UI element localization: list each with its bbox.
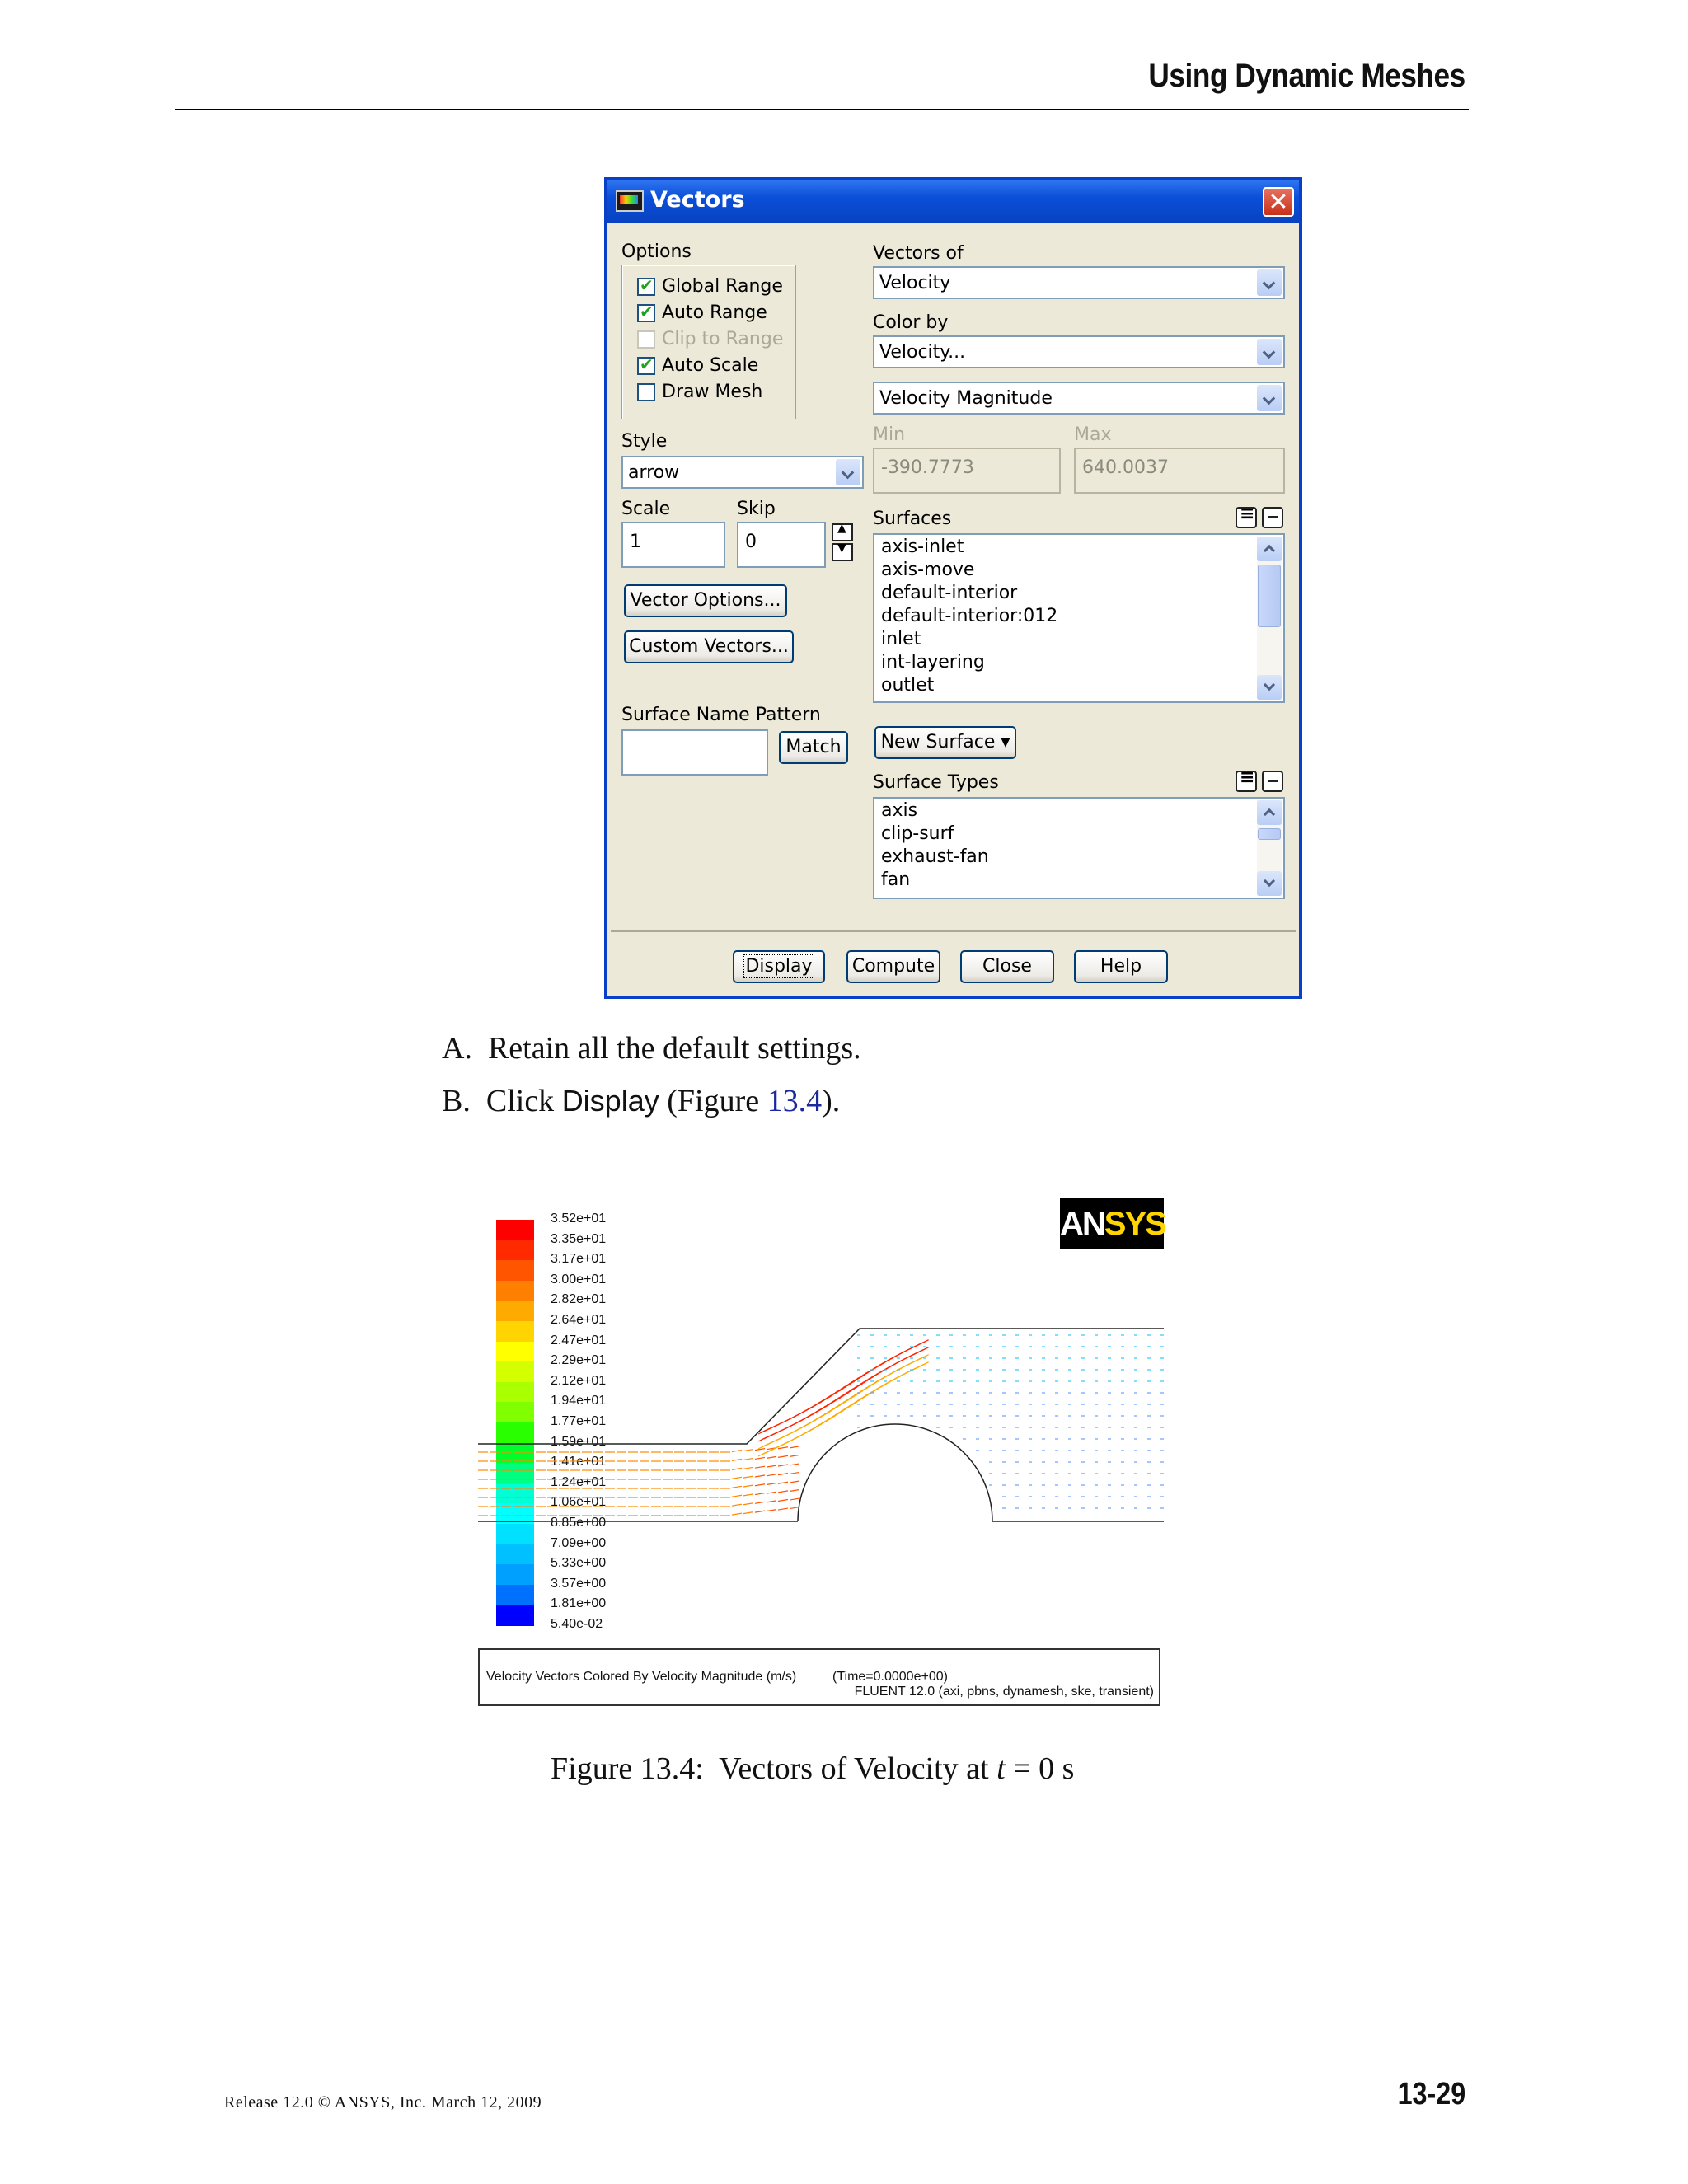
deselect-all-icon[interactable] (1262, 771, 1283, 792)
select-all-icon[interactable] (1236, 771, 1257, 792)
header-rule (175, 109, 1469, 110)
colorbar-tick-label: 1.24e+01 (551, 1474, 607, 1489)
skip-value: 0 (745, 532, 757, 552)
step-b-ui-term: Display (561, 1084, 659, 1118)
draw-mesh-checkbox[interactable] (637, 383, 655, 401)
min-input (873, 448, 1061, 494)
skip-label: Skip (737, 499, 776, 519)
domain-top-wall (478, 1329, 1164, 1444)
figure-caption-tail: = 0 s (1013, 1751, 1075, 1786)
chevron-down-icon[interactable] (1257, 339, 1282, 365)
step-b (442, 1083, 840, 1119)
surfaces-select-buttons (1236, 507, 1285, 530)
figure-caption-text: Vectors of Velocity at (719, 1751, 989, 1786)
surface-name-pattern-input[interactable] (621, 729, 768, 776)
colorbar-tick-label: 1.06e+01 (551, 1495, 607, 1510)
list-item[interactable]: clip-surf (881, 823, 954, 844)
footer-release: Release 12.0 © ANSYS, Inc. March 12, 2009 (224, 2093, 542, 2111)
custom-vectors-button[interactable] (624, 630, 794, 663)
colorbar-tick-label: 1.94e+01 (551, 1394, 607, 1408)
list-item[interactable]: int-layering (881, 652, 985, 673)
deselect-all-icon[interactable] (1262, 507, 1283, 528)
select-all-icon[interactable] (1236, 507, 1257, 528)
color-by-select[interactable] (873, 335, 1285, 368)
vectors-of-label: Vectors of (873, 243, 964, 264)
compute-button[interactable] (846, 950, 940, 983)
min-value: -390.7773 (881, 457, 974, 478)
colorbar-tick-label: 2.12e+01 (551, 1373, 607, 1388)
list-item[interactable]: axis-inlet (881, 537, 964, 557)
help-label: Help (1100, 956, 1142, 977)
clip-to-range-checkbox (637, 330, 655, 349)
colorbar-tick-label: 2.29e+01 (551, 1353, 607, 1368)
figure-caption (551, 1750, 1074, 1787)
close-window-button[interactable] (1263, 187, 1294, 217)
colorbar-tick-label: 1.41e+01 (551, 1455, 607, 1469)
close-icon: ✕ (1268, 188, 1289, 217)
stepper-up-icon[interactable] (832, 523, 853, 541)
scroll-thumb[interactable] (1258, 565, 1281, 627)
draw-mesh-label: Draw Mesh (662, 382, 763, 402)
skip-stepper[interactable] (832, 523, 853, 561)
surface-types-list (873, 797, 1285, 899)
max-input (1074, 448, 1285, 494)
surfaces-label: Surfaces (873, 509, 952, 529)
figure-reference-link[interactable]: 13.4 (767, 1084, 823, 1118)
plot-caption-time: (Time=0.0000e+00) (832, 1670, 948, 1684)
list-item[interactable]: fan (881, 869, 911, 890)
auto-range-label: Auto Range (662, 302, 767, 323)
colorbar-tick-label: 5.33e+00 (551, 1556, 607, 1571)
color-by-label: Color by (873, 312, 949, 333)
close-button[interactable] (960, 950, 1054, 983)
colorbar-tick-label: 1.77e+01 (551, 1414, 607, 1428)
vector-options-label: Vector Options... (630, 590, 781, 611)
dialog-title: Vectors (650, 187, 745, 213)
figure-caption-math: t (996, 1751, 1006, 1786)
scroll-thumb[interactable] (1258, 828, 1281, 840)
surface-types-select-buttons (1236, 771, 1285, 794)
running-header: Using Dynamic Meshes (1148, 58, 1465, 94)
step-b-fig-close: ). (822, 1084, 841, 1118)
vector-options-button[interactable] (624, 584, 787, 617)
colorbar-tick-label: 3.57e+00 (551, 1576, 607, 1591)
list-item[interactable]: axis-move (881, 560, 975, 580)
flow-plot (478, 1187, 1170, 1648)
plot-caption-solver: FLUENT 12.0 (axi, pbns, dynamesh, ske, transient) (854, 1685, 1154, 1699)
colorbar-tick-label: 2.47e+01 (551, 1333, 607, 1347)
chevron-down-icon[interactable] (836, 459, 860, 485)
colorbar-tick-label: 1.81e+00 (551, 1596, 607, 1611)
match-button[interactable] (779, 731, 848, 764)
logo-text-a: AN (1060, 1206, 1104, 1242)
new-surface-label: New Surface (880, 732, 996, 752)
scale-input[interactable] (621, 522, 725, 568)
vectors-of-select[interactable] (873, 266, 1285, 299)
skip-input[interactable] (737, 522, 826, 568)
vectors-of-value: Velocity (879, 273, 951, 293)
auto-range-checkbox[interactable] (637, 304, 655, 322)
display-button[interactable] (733, 950, 825, 983)
step-b-click: Click (485, 1084, 555, 1118)
scale-label: Scale (621, 499, 671, 519)
scroll-down-icon[interactable] (1257, 871, 1282, 896)
help-button[interactable] (1074, 950, 1168, 983)
auto-scale-checkbox[interactable] (637, 357, 655, 375)
step-b-fig-open: (Figure (667, 1084, 760, 1118)
style-select[interactable] (621, 456, 864, 489)
plot-caption-title: Velocity Vectors Colored By Velocity Magnitude (m/s) (486, 1670, 797, 1684)
style-value: arrow (628, 462, 680, 483)
surface-types-scrollbar[interactable] (1257, 800, 1282, 896)
scroll-down-icon[interactable] (1257, 675, 1282, 700)
custom-vectors-label: Custom Vectors... (629, 636, 789, 657)
new-surface-button[interactable] (874, 726, 1016, 759)
colorbar-tick-label: 3.52e+01 (551, 1212, 607, 1226)
global-range-checkbox[interactable] (637, 278, 655, 296)
colorbar-tick-label: 7.09e+00 (551, 1535, 607, 1550)
logo-text-b: SYS (1104, 1206, 1165, 1242)
close-label: Close (982, 956, 1032, 977)
step-b-marker: B. (442, 1084, 471, 1118)
chevron-down-icon[interactable] (1257, 385, 1282, 411)
chevron-down-icon[interactable] (1257, 269, 1282, 296)
scale-value: 1 (630, 532, 641, 552)
colorbar-tick-label: 5.40e-02 (551, 1617, 603, 1631)
global-range-label: Global Range (662, 276, 783, 297)
step-a-text: Retain all the default settings. (487, 1031, 861, 1066)
colorbar-tick-label: 2.82e+01 (551, 1292, 607, 1307)
scroll-up-icon[interactable] (1257, 537, 1282, 561)
color-by-sub-value: Velocity Magnitude (879, 388, 1053, 409)
velocity-vectors (478, 1335, 1164, 1516)
dialog-titlebar[interactable] (607, 180, 1299, 223)
surface-types-label: Surface Types (873, 772, 999, 793)
match-label: Match (785, 737, 842, 757)
surface-name-pattern-label: Surface Name Pattern (621, 705, 821, 725)
max-value: 640.0037 (1082, 457, 1169, 478)
vectors-dialog (604, 177, 1302, 999)
color-by-sub-select[interactable] (873, 382, 1285, 415)
clip-to-range-label: Clip to Range (662, 329, 784, 349)
min-label: Min (873, 424, 906, 445)
colorbar-tick-label: 2.64e+01 (551, 1313, 607, 1327)
step-a-marker: A. (442, 1031, 472, 1066)
auto-scale-label: Auto Scale (662, 355, 759, 376)
colorbar-tick-label: 8.85e+00 (551, 1516, 607, 1530)
max-label: Max (1074, 424, 1112, 445)
step-a (442, 1030, 861, 1066)
colorbar-tick-label: 3.35e+01 (551, 1231, 607, 1246)
page-number: 13-29 (1397, 2077, 1465, 2111)
options-label: Options (621, 241, 692, 262)
surfaces-list (873, 533, 1285, 703)
list-item[interactable]: default-interior:012 (881, 606, 1058, 626)
compute-label: Compute (851, 956, 935, 977)
list-item[interactable]: default-interior (881, 583, 1018, 603)
list-item[interactable]: axis (881, 800, 918, 821)
fluent-app-icon (616, 190, 644, 212)
list-item[interactable]: inlet (881, 629, 921, 649)
list-item[interactable]: outlet (881, 675, 935, 696)
stepper-down-icon[interactable] (832, 543, 853, 561)
surfaces-scrollbar[interactable] (1257, 537, 1282, 700)
list-item[interactable]: exhaust-fan (881, 846, 989, 867)
colorbar-tick-label: 3.17e+01 (551, 1252, 607, 1267)
scroll-up-icon[interactable] (1257, 800, 1282, 825)
style-label: Style (621, 431, 668, 452)
colorbar-tick-label: 1.59e+01 (551, 1434, 607, 1449)
button-separator (611, 930, 1296, 932)
color-by-value: Velocity... (879, 342, 966, 363)
plot-caption-box (478, 1648, 1160, 1706)
colorbar-tick-label: 3.00e+01 (551, 1272, 607, 1286)
velocity-vectors-figure (478, 1187, 1170, 1714)
figure-caption-prefix: Figure 13.4: (551, 1751, 704, 1786)
display-label: Display (745, 956, 813, 977)
